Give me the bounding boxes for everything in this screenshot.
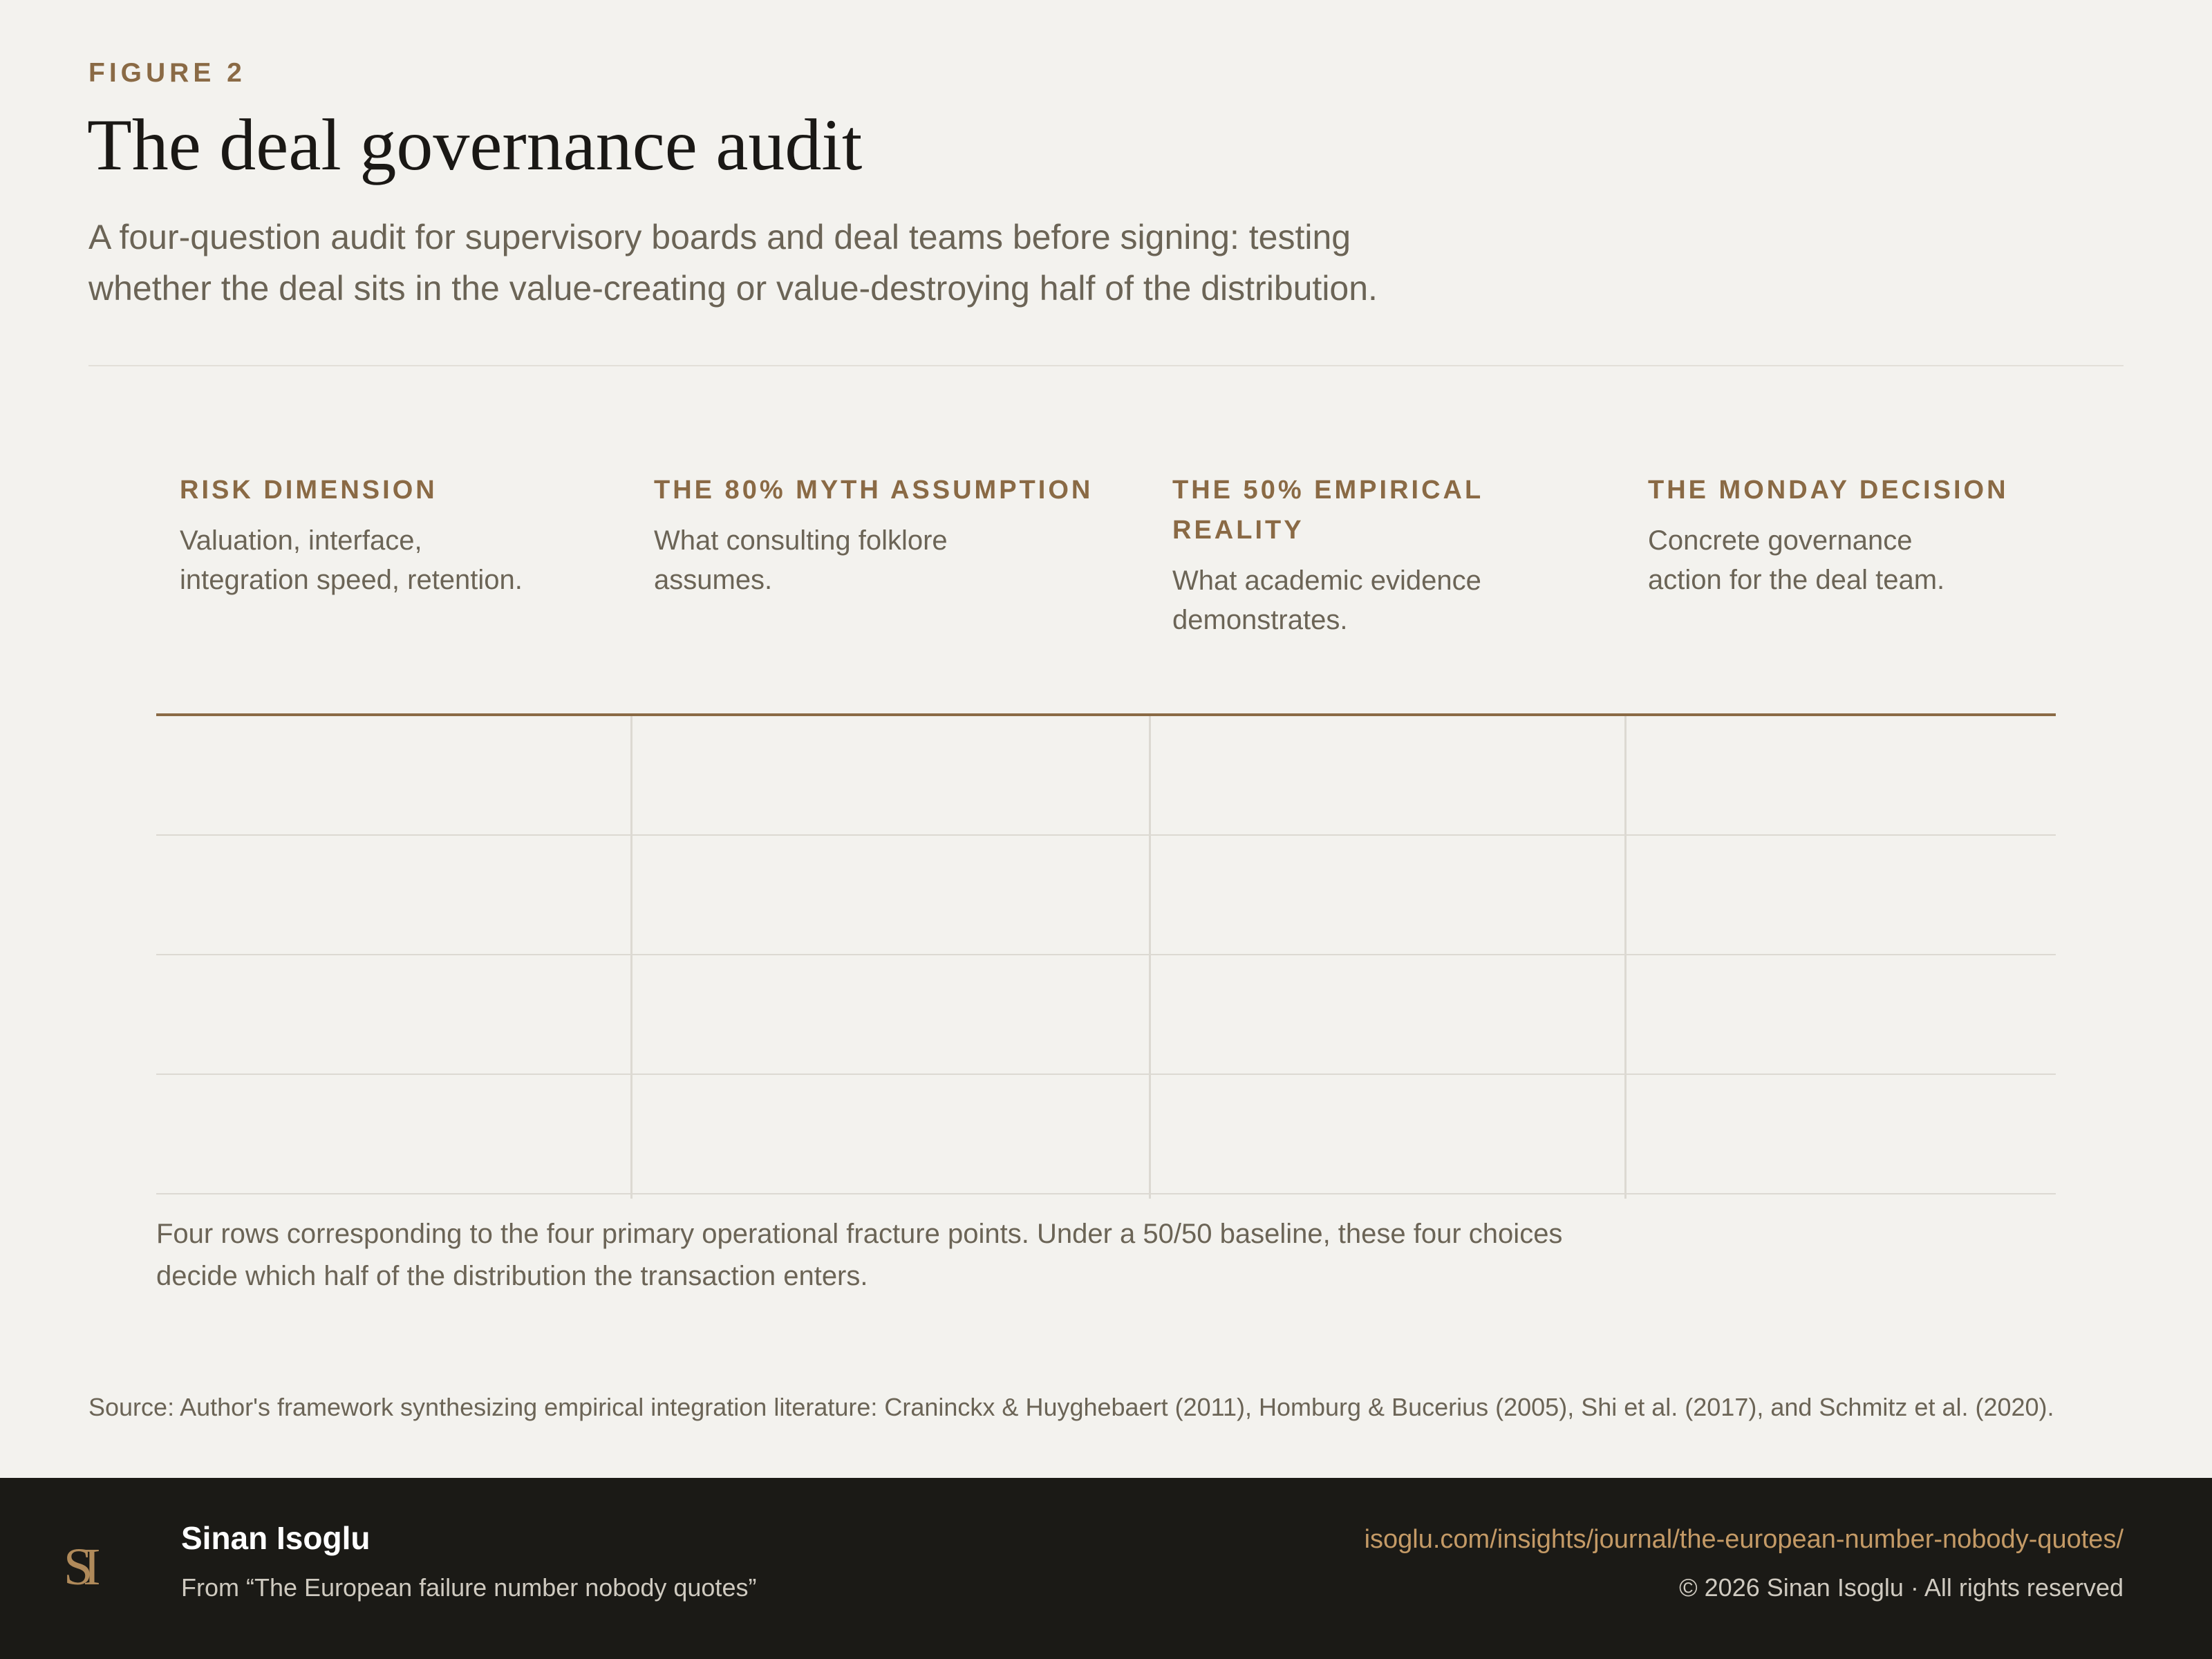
column-description: What consulting folklore assumes.	[654, 525, 948, 595]
column-description: Concrete governance action for the deal team.	[1648, 525, 1945, 595]
column-header-monday-decision	[1648, 470, 2035, 600]
column-header-myth-assumption	[654, 470, 1138, 600]
figure-label: FIGURE 2	[88, 58, 246, 88]
article-reference: From “The European failure number nobody quotes”	[181, 1573, 757, 1602]
author-name: Sinan Isoglu	[181, 1520, 371, 1556]
header-divider	[88, 365, 2124, 366]
column-header-empirical-reality	[1172, 470, 1532, 640]
row-divider	[156, 834, 2056, 836]
column-description: What academic evidence demonstrates.	[1172, 565, 1481, 635]
article-link[interactable]: isoglu.com/insights/journal/the-european-number-nobody-quotes/	[1364, 1525, 2124, 1554]
si-logo-icon: SI	[64, 1538, 91, 1596]
source-note: Source: Author's framework synthesizing empirical integration literature: Craninckx & Huyghebaert (2011), Homburg & Bucerius (2005), Shi et al. (2017), and Schmitz et al. (2020).	[88, 1393, 2054, 1421]
row-divider	[156, 1193, 2056, 1194]
column-divider	[1149, 716, 1151, 1199]
row-divider	[156, 1074, 2056, 1075]
column-heading: THE 80% MYTH ASSUMPTION	[654, 476, 1094, 505]
column-heading: RISK DIMENSION	[180, 476, 438, 505]
footer	[0, 1478, 2212, 1659]
column-divider	[1624, 716, 1627, 1199]
column-header-risk-dimension	[180, 470, 539, 600]
table-caption: Four rows corresponding to the four primary operational fracture points. Under a 50/50 baseline, these four choices decide which half of the distribution the transaction enters.	[156, 1219, 1563, 1291]
column-heading: THE MONDAY DECISION	[1648, 476, 2009, 505]
row-divider	[156, 954, 2056, 955]
figure-title: The deal governance audit	[87, 104, 863, 185]
copyright-notice: © 2026 Sinan Isoglu · All rights reserved	[1679, 1573, 2124, 1602]
column-divider	[630, 716, 632, 1199]
column-description: Valuation, interface, integration speed, retention.	[180, 525, 523, 595]
header-rule	[156, 713, 2056, 716]
column-heading: THE 50% EMPIRICAL REALITY	[1172, 476, 1483, 545]
figure-subtitle: A four-question audit for supervisory boards and deal teams before signing: testing whether the deal sits in the value-creating or value-destroying half of the distribution.	[88, 218, 1378, 308]
